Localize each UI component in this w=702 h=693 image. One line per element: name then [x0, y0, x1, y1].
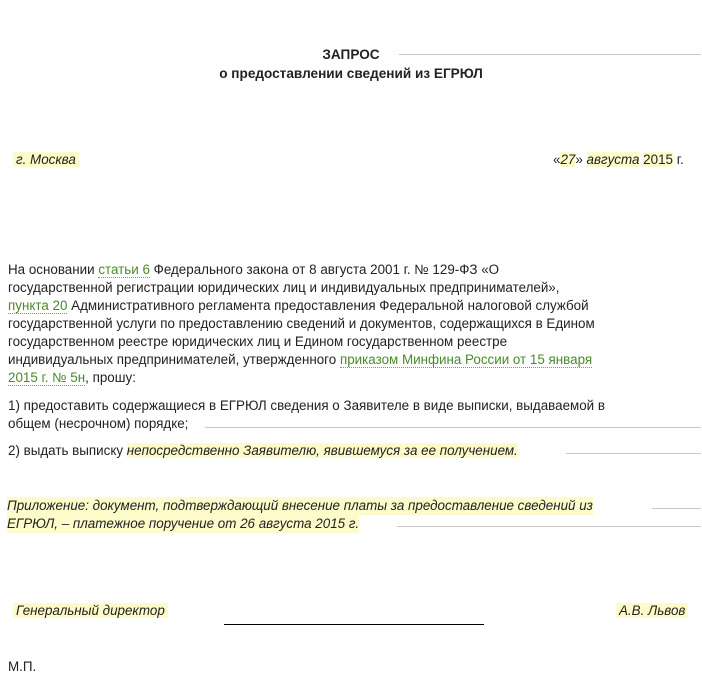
- item-1-fill-line: [205, 427, 701, 428]
- date-close-quote: »: [575, 152, 583, 167]
- attachment-line-1: Приложение: документ, подтверждающий внесение платы за предоставление сведений из: [7, 497, 593, 515]
- date-open-quote: «: [553, 152, 561, 167]
- body-text: индивидуальных предпринимателей, утвержденного: [8, 352, 337, 367]
- body-line-2: государственной регистрации юридических лиц и индивидуальных предпринимателей»,: [8, 280, 560, 295]
- attachment-line-2: ЕГРЮЛ, – платежное поручение от 26 августа 2015 г.: [7, 515, 359, 533]
- item-1-line-1: 1) предоставить содержащиеся в ЕГРЮЛ сведения о Заявителе в виде выписки, выдаваемой в: [8, 398, 605, 413]
- signer-name: А.В. Львов: [616, 603, 688, 618]
- item-2-highlight: непосредственно Заявителю, явившемуся за ее получением.: [126, 443, 518, 458]
- body-text: 2) выдать выписку: [8, 443, 124, 458]
- title-fill-line: [399, 54, 701, 55]
- body-text: На основании: [8, 262, 95, 277]
- document-subtitle: о предоставлении сведений из ЕГРЮЛ: [219, 66, 483, 81]
- item-2-line: [8, 442, 518, 460]
- body-line-3: [8, 297, 589, 315]
- body-text: Федерального закона от 8 августа 2001 г. № 129-ФЗ «О: [153, 262, 500, 277]
- date-line: [553, 152, 684, 167]
- link-clause-20[interactable]: пункта 20: [8, 298, 68, 313]
- item-1-line-2: общем (несрочном) порядке;: [8, 416, 189, 431]
- signature-line: [224, 624, 484, 625]
- body-text: , прошу:: [85, 370, 136, 385]
- document-title: ЗАПРОС: [322, 47, 380, 62]
- attachment-fill-line-1: [652, 508, 701, 509]
- link-article-6[interactable]: статьи 6: [98, 262, 150, 277]
- body-line-5: государственном реестре юридических лиц и Едином государственном реестре: [8, 334, 508, 349]
- item-2-fill-line: [566, 453, 701, 454]
- stamp-label: М.П.: [8, 659, 37, 674]
- date-day: 27: [560, 152, 576, 167]
- body-line-6: [8, 351, 592, 369]
- body-line-4: государственной услуги по предоставлению сведений и документов, содержащихся в Едином: [8, 316, 595, 331]
- link-minfin-order[interactable]: приказом Минфина России от 15 января: [339, 352, 593, 367]
- attachment-fill-line-2: [397, 526, 701, 527]
- body-line-1: [8, 261, 499, 279]
- date-month: августа: [586, 152, 640, 167]
- body-text: Административного регламента предоставления Федеральной налоговой службой: [71, 298, 589, 313]
- link-minfin-order-cont[interactable]: 2015 г. № 5н: [8, 370, 86, 385]
- date-year-suffix: г.: [676, 152, 684, 167]
- date-year: 2015: [643, 152, 673, 167]
- body-line-7: [8, 369, 136, 387]
- city-field: г. Москва: [13, 152, 79, 167]
- signer-position: Генеральный директор: [13, 603, 168, 618]
